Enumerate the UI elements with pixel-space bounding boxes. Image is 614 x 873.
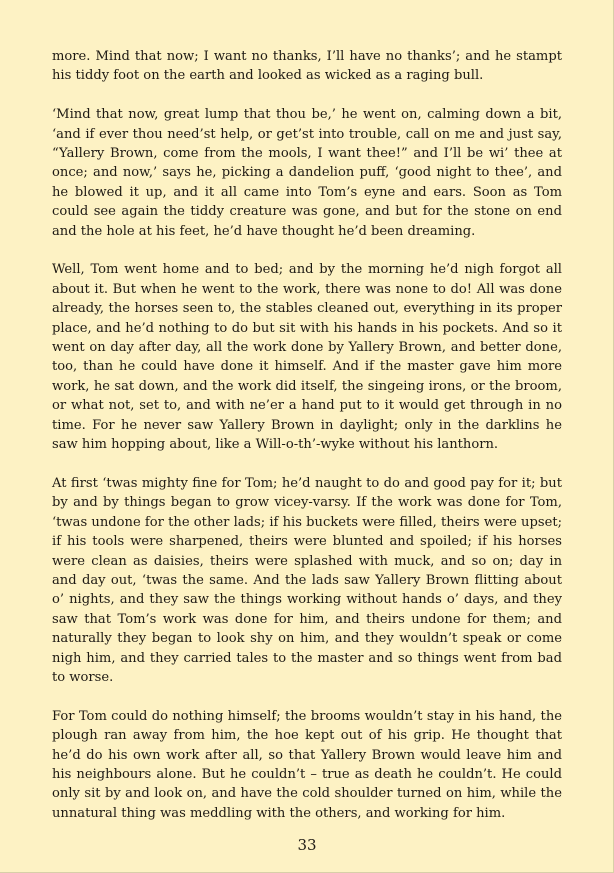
paragraph-4: At first ‘twas mighty fine for Tom; he’d naught to do and good pay for it; but by and by things began to grow vicey-varsy. If the work was done for Tom, ‘twas undone for the other lads; if his buckets were filled, theirs were upset; if his tools were sharpened, theirs were blunted and spoiled; if his horses were clean as daisies, theirs were splashed with muck, and so on; day in and day out, ‘twas the same. And the lads saw Yallery Brown flitting about o’ nights, and they saw the things working without hands o’ days, and they saw that Tom’s work was done for him, and theirs undone for them; and naturally they began to look shy on him, and they wouldn’t speak or come nigh him, and they carried tales to the master and so things went from bad to worse. [52, 475, 562, 685]
paragraph-2: ‘Mind that now, great lump that thou be,’ he went on, calming down a bit, ‘and if ever thou need’st help, or get’st into trouble, call on me and just say, “Yallery Brown, come from the mools, I want thee!” and I’ll be wi’ thee at once; and now,’ says he, picking a dandelion puff, ‘good night to thee’, and he blowed it up, and it all came into Tom’s eyne and ears. Soon as Tom could see again the tiddy creature was gone, and but for the stone on end and the hole at his feet, he’d have thought he’d been dreaming. [52, 107, 562, 239]
page-number: 33 [297, 836, 317, 854]
paragraph-3: Well, Tom went home and to bed; and by the morning he’d nigh forgot all about it. But when he went to the work, there was none to do! All was done already, the horses seen to, the stables cleaned out, everything in its proper place, and he’d nothing to do but sit with his hands in his pockets. And so it went on day after day, all the work done by Yallery Brown, and better done, too, than he could have done it himself. And if the master gave him more work, he sat down, and the work did itself, the singeing irons, or the broom, or what not, set to, and with ne’er a hand put to it would get through in no time. For he never saw Yallery Brown in daylight; only in the darklins he saw him hopping about, like a Will-o-th’-wyke without his lanthorn. [52, 262, 562, 453]
paragraph-1: more. Mind that now; I want no thanks, I’ll have no thanks’; and he stampt his tiddy foot on the earth and looked as wicked as a raging bull. [52, 49, 562, 84]
paragraph-5: For Tom could do nothing himself; the brooms wouldn’t stay in his hand, the plough ran away from him, the hoe kept out of his grip. He thought that he’d do his own work after all, so that Yallery Brown would leave him and his neighbours alone. But he couldn’t – true as death he couldn’t. He could only sit by and look on, and have the cold shoulder turned on him, while the unnatural thing was meddling with the others, and working for him. [52, 708, 562, 821]
body-text [52, 47, 562, 843]
